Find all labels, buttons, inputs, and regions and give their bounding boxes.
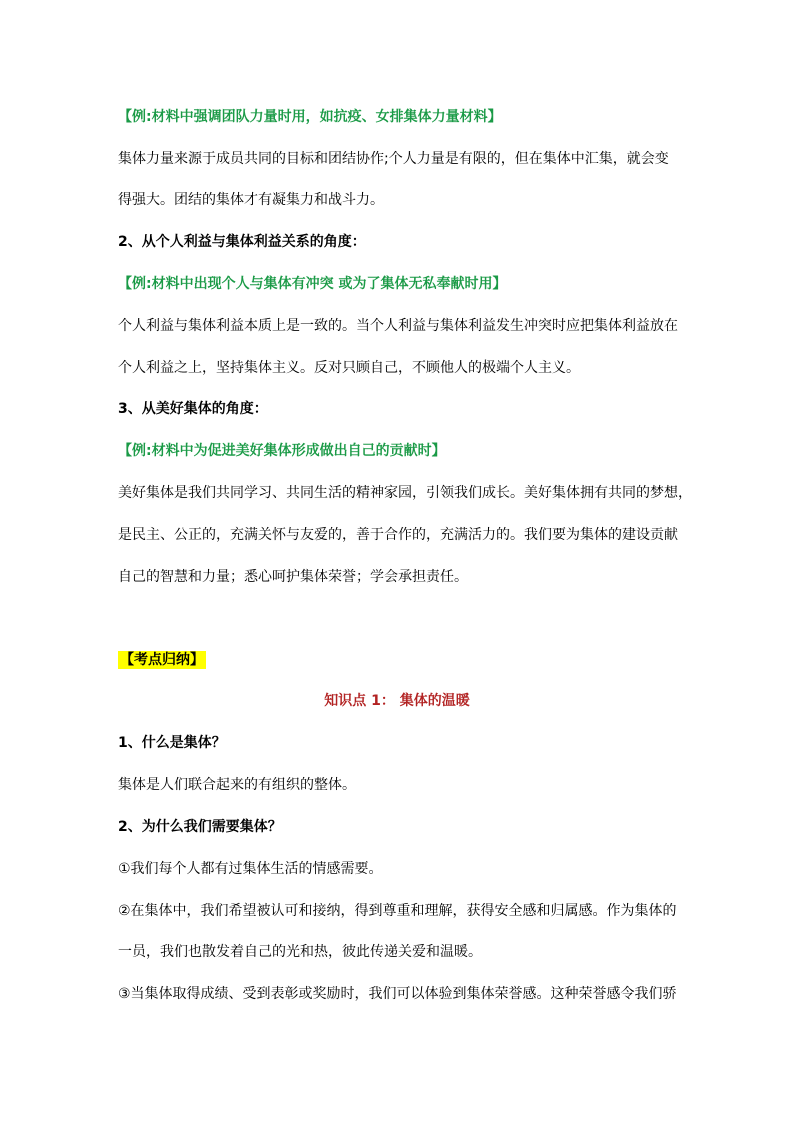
example-note: 【例:材料中强调团队力量时用，如抗疫、女排集体力量材料】: [118, 109, 502, 125]
knowledge-point-title: 知识点 1： 集体的温暖: [324, 693, 470, 709]
paragraph-line: 个人利益之上，坚持集体主义。反对只顾自己，不顾他人的极端个人主义。: [118, 360, 580, 376]
section-heading: 2、为什么我们需要集体？: [118, 819, 282, 835]
section-heading: 2、从个人利益与集体利益关系的角度：: [118, 234, 366, 250]
paragraph-line: 一员，我们也散发着自己的光和热，彼此传递关爱和温暖。: [118, 944, 482, 960]
paragraph-line: 是民主、公正的，充满关怀与友爱的，善于合作的，充满活力的。我们要为集体的建设贡献: [118, 527, 678, 543]
paragraph-line: ①我们每个人都有过集体生活的情感需要。: [118, 861, 383, 877]
paragraph-line: 得强大。团结的集体才有凝集力和战斗力。: [118, 192, 384, 208]
example-note: 【例:材料中为促进美好集体形成做出自己的贡献时】: [118, 443, 446, 459]
kaodian-tag: 【考点归纳】: [120, 652, 204, 668]
paragraph-line: 个人利益与集体利益本质上是一致的。当个人利益与集体利益发生冲突时应把集体利益放在: [118, 318, 678, 334]
paragraph-line: 集体是人们联合起来的有组织的整体。: [118, 777, 356, 793]
paragraph-line: ③当集体取得成绩、受到表彰或奖励时，我们可以体验到集体荣誉感。这种荣誉感令我们骄: [118, 986, 677, 1002]
example-note: 【例:材料中出现个人与集体有冲突 或为了集体无私奉献时用】: [118, 276, 507, 292]
section-heading: 1、什么是集体？: [118, 735, 226, 751]
paragraph-line: ②在集体中，我们希望被认可和接纳，得到尊重和理解，获得安全感和归属感。作为集体的: [118, 903, 677, 919]
paragraph-line: 自己的智慧和力量；悉心呵护集体荣誉；学会承担责任。: [118, 569, 468, 585]
section-heading: 3、从美好集体的角度：: [118, 401, 268, 417]
paragraph-line: 美好集体是我们共同学习、共同生活的精神家园，引领我们成长。美好集体拥有共同的梦想，: [118, 485, 692, 501]
paragraph-line: 集体力量来源于成员共同的目标和团结协作;个人力量是有限的，但在集体中汇集，就会变: [118, 151, 669, 167]
kaodian-row: [118, 650, 678, 670]
